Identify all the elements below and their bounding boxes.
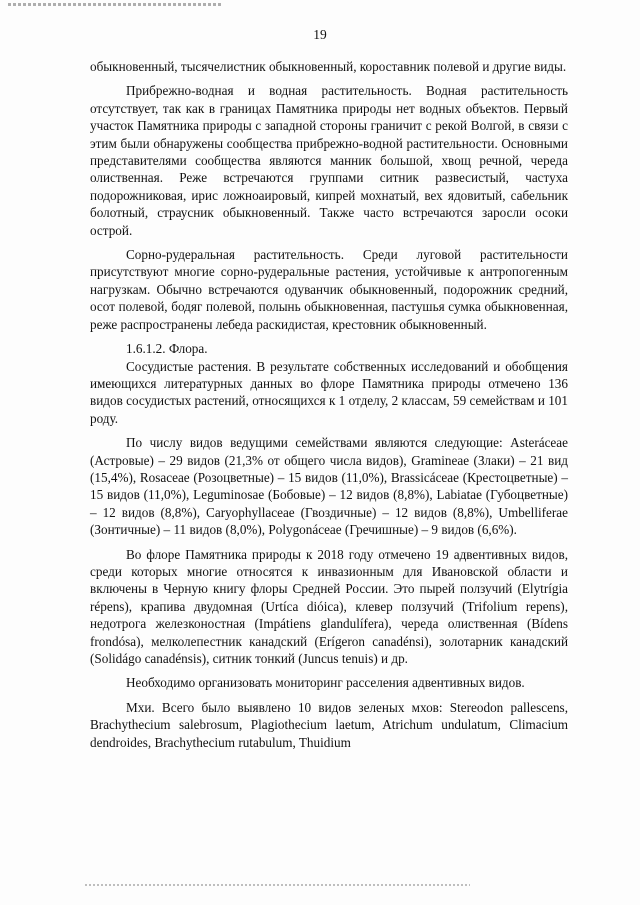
- paragraph-meadow-end: обыкновенный, тысячелистник обыкновенный, короставник полевой и другие виды.: [90, 59, 567, 74]
- page-number: 19: [313, 27, 327, 42]
- document-body: [90, 58, 568, 751]
- paragraph-mosses: Мхи. Всего было выявлено 10 видов зеленых мхов: Stereodon pallescens, Brachythecium salebrosum, Plagiothecium laetum, Atrichum undulatum, Climacium dendroides, Brachythecium rutabulum, Thuidium: [90, 699, 568, 750]
- paragraph-adventive-species: Во флоре Памятника природы к 2018 году отмечено 19 адвентивных видов, среди которых многие относятся к инвазионным для Ивановской области и включены в Черную книгу флоры Средней России. Это пырей ползучий (Elytrígia répens), крапива двудомная (Urtíca dióica), клевер ползучий (Trifolium repens), недотрога железконостная (Impátiens glandulífera), череда олиственная (Bídens frondósa), мелколепестник канадский (Erígeron canadénsi), золотарник канадский (Solidágo canadénsis), ситник тонкий (Juncus tenuis) и др.: [90, 546, 568, 666]
- scan-footer-artifact: [85, 884, 470, 886]
- section-heading-flora: 1.6.1.2. Флора.: [126, 341, 208, 357]
- scan-header-artifact: [8, 3, 223, 6]
- paragraph-aquatic-vegetation: Прибрежно-водная и водная растительность. Водная растительность отсутствует, так как в границах Памятника природы нет водных объектов. Первый участок Памятника природы с западной стороны граничит с рекой Волгой, в связи с этим были обнаружены сообщества прибрежно-водной растительности. Основными представителями сообщества являются манник большой, хвощ речной, череда олиственная. Реже встречаются группами ситник развесистый, частуха подорожниковая, ирис ложноаировый, кипрей мохнатый, вех ядовитый, сабельник болотный, страусник обыкновенный. Также часто встречаются заросли осоки острой.: [90, 83, 568, 238]
- paragraph-vascular-plants: Сосудистые растения. В результате собственных исследований и обобщения имеющихся литературных данных во флоре Памятника природы отмечено 136 видов сосудистых растений, относящихся к 1 отделу, 2 классам, 59 семействам и 101 роду.: [90, 358, 568, 426]
- paragraph-leading-families: По числу видов ведущими семействами являются следующие: Asteráceae (Астровые) – 29 видов (21,3% от общего числа видов), Gramineae (Злаки) – 21 вид (15,4%), Rosaceae (Розоцветные) – 15 видов (11,0%), Brassicáceae (Крестоцветные) – 15 видов (11,0%), Leguminosae (Бобовые) – 12 видов (8,8%), Labiatae (Губоцветные) – 12 видов (8,8%), Caryophyllaceae (Гвоздичные) – 12 видов (8,8%), Umbelliferae (Зонтичные) – 11 видов (8,0%), Polygonáceae (Гречишные) – 9 видов (6,6%).: [90, 435, 568, 538]
- paragraph-ruderal-vegetation: Сорно-рудеральная растительность. Среди луговой растительности присутствуют многие сорно-рудеральные растения, устойчивые к антропогенным нагрузкам. Обычно встречаются одуванчик обыкновенный, подорожник средний, осот полевой, бодяг полевой, полынь обыкновенная, пастушья сумка обыкновенная, реже распространены лебеда раскидистая, крестовник обыкновенный.: [90, 247, 568, 332]
- paragraph-monitoring: Необходимо организовать мониторинг расселения адвентивных видов.: [126, 675, 525, 691]
